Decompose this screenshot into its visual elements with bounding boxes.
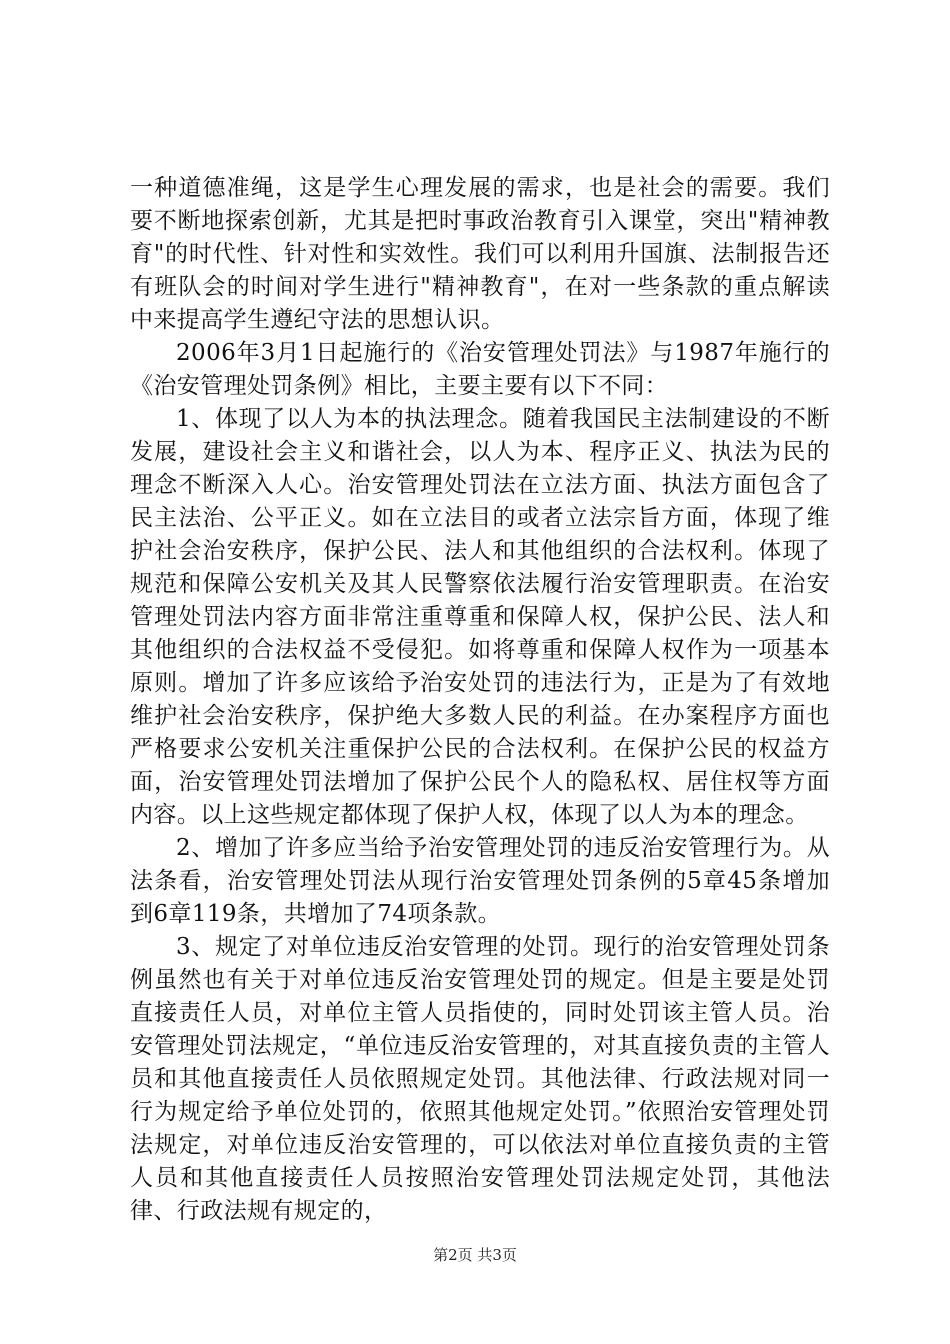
paragraph-2: 2006年3月1日起施行的《治安管理处罚法》与1987年施行的《治安管理处罚条例》相比，主要主要有以下不同：	[130, 340, 830, 399]
paragraph-4: 2、增加了许多应当给予治安管理处罚的违反治安管理行为。从法条看，治安管理处罚法从现行治安管理处罚条例的5章45条增加到6章119条，共增加了74项条款。	[130, 835, 830, 927]
paragraph-3: 1、体现了以人为本的执法理念。随着我国民主法制建设的不断发展，建设社会主义和谐社会，以人为本、程序正义、执法为民的理念不断深入人心。治安管理处罚法在立法方面、执法方面包含了民主法治、公平正义。如在立法目的或者立法宗旨方面，体现了维护社会治安秩序，保护公民、法人和其他组织的合法权利。体现了规范和保障公安机关及其人民警察依法履行治安管理职责。在治安管理处罚法内容方面非常注重尊重和保障人权，保护公民、法人和其他组织的合法权益不受侵犯。如将尊重和保障人权作为一项基本原则。增加了许多应该给予治安处罚的违法行为，正是为了有效地维护社会治安秩序，保护绝大多数人民的利益。在办案程序方面也严格要求公安机关注重保护公民的合法权利。在保护公民的权益方面，治安管理处罚法增加了保护公民个人的隐私权、居住权等方面内容。以上这些规定都体现了保护人权，体现了以人为本的理念。	[130, 406, 830, 828]
paragraph-1: 一种道德准绳，这是学生心理发展的需求，也是社会的需要。我们要不断地探索创新，尤其是把时事政治教育引入课堂，突出"精神教育"的时代性、针对性和实效性。我们可以利用升国旗、法制报告还有班队会的时间对学生进行"精神教育"，在对一些条款的重点解读中来提高学生遵纪守法的思想认识。	[130, 175, 830, 333]
paragraph-5: 3、规定了对单位违反治安管理的处罚。现行的治安管理处罚条例虽然也有关于对单位违反治安管理处罚的规定。但是主要是处罚直接责任人员，对单位主管人员指使的，同时处罚该主管人员。治安管理处罚法规定，“单位违反治安管理的，对其直接负责的主管人员和其他直接责任人员依照规定处罚。其他法律、行政法规对同一行为规定给予单位处罚的，依照其他规定处罚。”依照治安管理处罚法规定，对单位违反治安管理的，可以依法对单位直接负责的主管人员和其他直接责任人员按照治安管理处罚法规定处罚，其他法律、行政法规有规定的，	[130, 934, 830, 1224]
body-text	[130, 172, 830, 1228]
page-footer: 第2页 共3页	[433, 1246, 517, 1264]
